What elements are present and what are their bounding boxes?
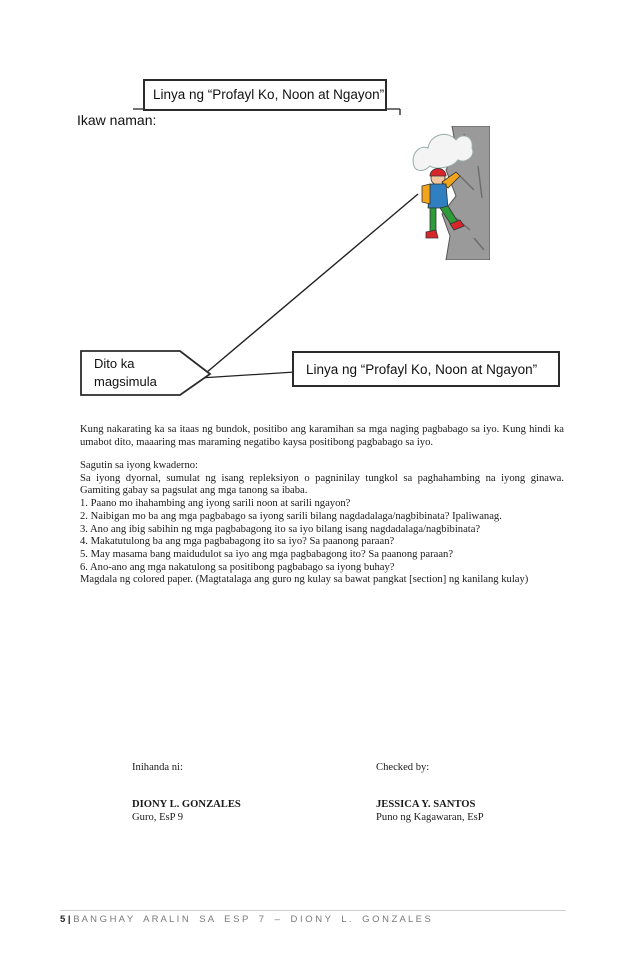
start-callout-line1: Dito ka [94,356,135,371]
instructions-block [80,460,564,574]
climber-hat [430,169,446,177]
materials-paragraph: Magdala ng colored paper. (Magtatalaga ang guro ng kulay sa bawat pangkat [section] ng kanilang kulay) [80,574,529,585]
page-number: 5 [60,914,66,925]
question-5: 5. May masama bang maidudulot sa iyo ang mga pagbabagong ito? Sa paanong paraan? [80,548,454,560]
question-4: 4. Makatutulong ba ang mga pagbabagong ito sa iyo? Sa paanong paraan? [80,536,395,548]
instructions-text: Sa iyong dyornal, sumulat ng isang repleksiyon o pagninilay tungkol sa paghahambing na iyong ginawa. Gamiting gabay sa pagsulat ang mga tanong sa ibaba. [80,472,564,497]
checked-by-role: Puno ng Kagawaran, EsP [376,812,484,823]
bottom-line-label-box [292,351,560,387]
question-6: 6. Ano-ano ang mga nakatulong sa positibong pagbabago sa iyong buhay? [80,561,395,573]
prepared-by-name: DIONY L. GONZALES [132,799,241,810]
prompt-label: Ikaw naman: [77,112,157,128]
summit-paragraph: Kung nakarating ka sa itaas ng bundok, positibo ang karamihan sa mga naging pagbabago sa iyo. Kung hindi ka umabot dito, maaaring mas maraming negatibo kaysa positibong pagbabago sa iyo. [80,424,564,448]
climber-body [428,184,448,208]
instructions-title: Sagutin sa iyong kwaderno: [80,460,198,471]
start-callout-line2: magsimula [94,374,157,389]
footer-separator: | [65,914,74,925]
prepared-by-role: Guro, EsP 9 [132,812,184,823]
start-callout-text [94,355,174,391]
climber-backpack [422,184,430,204]
checked-by-label: Checked by: [376,762,430,773]
bottom-pointer-line [200,372,295,378]
page-footer [60,914,431,925]
top-line-label-box [143,79,387,111]
question-2: 2. Naibigan mo ba ang mga pagbabago sa iyong sarili bilang nagdadalaga/nagbibinata? Ipaliwanag. [80,510,502,522]
prepared-by-label: Inihanda ni: [132,762,183,773]
footer-title: B A N G H A Y A R A L I N S A E S P 7 – D I O N Y L . G O N Z A L E S [73,914,431,925]
checked-by-name: JESSICA Y. SANTOS [376,799,476,810]
question-3: 3. Ano ang ibig sabihin ng mga pagbabagong ito sa iyo bilang isang nagdadalaga/nagbibinata? [80,523,481,535]
mountain-climber-illustration [412,126,490,260]
footer-divider [60,910,566,911]
bottom-line-label: Linya ng “Profayl Ko, Noon at Ngayon” [306,362,538,377]
top-line-label: Linya ng “Profayl Ko, Noon at Ngayon” [153,87,385,102]
question-1: 1. Paano mo ihahambing ang iyong sarili noon at sarili ngayon? [80,498,351,510]
